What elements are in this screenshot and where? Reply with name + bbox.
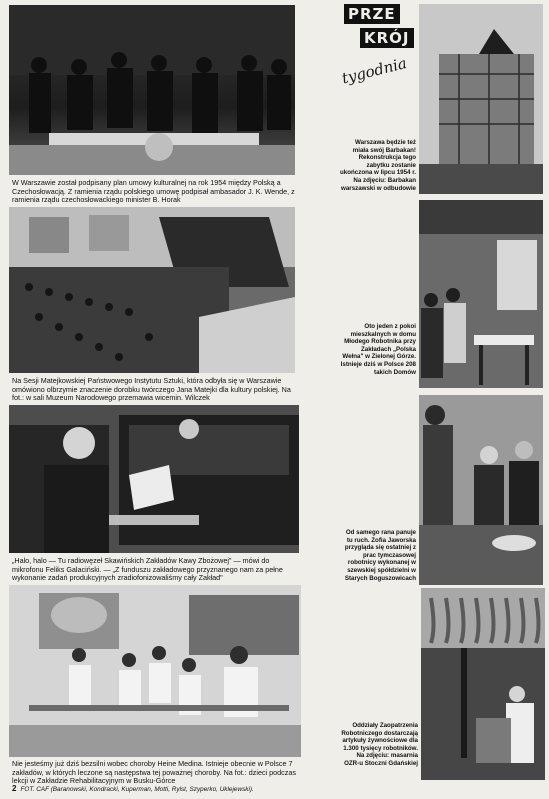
credits-text: FOT. CAF (Baranowski, Kondracki, Kuperman, Motti, Rylst, Szyperko, Uklejewski). [20, 786, 254, 793]
logo-line-1: PRZE [344, 4, 400, 24]
photo-butchery [421, 588, 545, 780]
logo-subtitle: tygodnia [340, 53, 409, 88]
caption-treaty: W Warszawie został podpisany plan umowy kulturalnej na rok 1954 między Polską a Czechosłowacją. Z ramienia rządu polskiego umowę podpisał ambasador J. K. Wende, z ramienia rządu czechosłowackiego minister B. Horak [12, 178, 295, 205]
caption-butchery: Oddziały Zaopatrzenia Robotniczego dostarczają artykuły żywnościowe dla 1.300 tysięcy robotników. Na zdjęciu: masarnia OZR-u Stoczni Gdańskiej [341, 722, 418, 767]
photo-barbakan [419, 4, 543, 194]
caption-rehab: Nie jesteśmy już dziś bezsilni wobec choroby Heine Medina. Istnieje obecnie w Polsce 7 zakładów, w których leczone są następstwa tej poważnej choroby. Na fot.: dzieci podczas lekcji w Zakładzie Rehabilitacyjnym w Busku-Górce [12, 759, 296, 786]
photo-treaty-signing [9, 5, 295, 175]
photo-credits [12, 784, 254, 793]
caption-radio: „Halo, halo — Tu radiowęzeł Skawińskich Zakładów Kawy Zbożowej" — mówi do mikrofonu Feliks Galaciński. — „Z funduszu zakładowego przyznanego nam za pełne wykonanie zadań produkcyjnych zradiofonizowaliśmy cały Zakład" [12, 556, 283, 583]
photo-radio-studio [9, 405, 299, 553]
caption-matejko: Na Sesji Matejkowskiej Państwowego Instytutu Sztuki, która odbyła się w Warszawie omówiono olbrzymie znaczenie dorobku twórczego Jana Matejki dla kultury polskiej. Na fot.: w sali Muzeum Narodowego przemawia wicemin. Wilczek [12, 376, 291, 403]
caption-workshop: Od samego rana panuje tu ruch. Zofia Jaworska przygląda się ostatniej z prac tymczasowej robotnicy wykonanej w szewskiej spółdzielni w Starych Boguszowicach [344, 529, 416, 582]
photo-matejko-session [9, 207, 295, 373]
logo-line-2: KRÓJ [360, 28, 414, 48]
photo-cooperative-workshop [419, 395, 543, 585]
photo-rehab-classroom [9, 585, 301, 757]
caption-barbakan: Warszawa będzie też miała swój Barbakan! Rekonstrukcja tego zabytku zostanie ukończona w lipcu 1954 r. Na zdjęciu: Barbakan warszawski w odbudowie [340, 139, 416, 192]
caption-dormitory: Oto jeden z pokoi mieszkalnych w domu Młodego Robotnika przy Zakładach „Polska Wełna" w Zielonej Górze. Istnieje dziś w Polsce 208 takich Domów [340, 323, 416, 376]
photo-dormitory-room [419, 200, 543, 388]
page-number: 2 [12, 784, 17, 793]
